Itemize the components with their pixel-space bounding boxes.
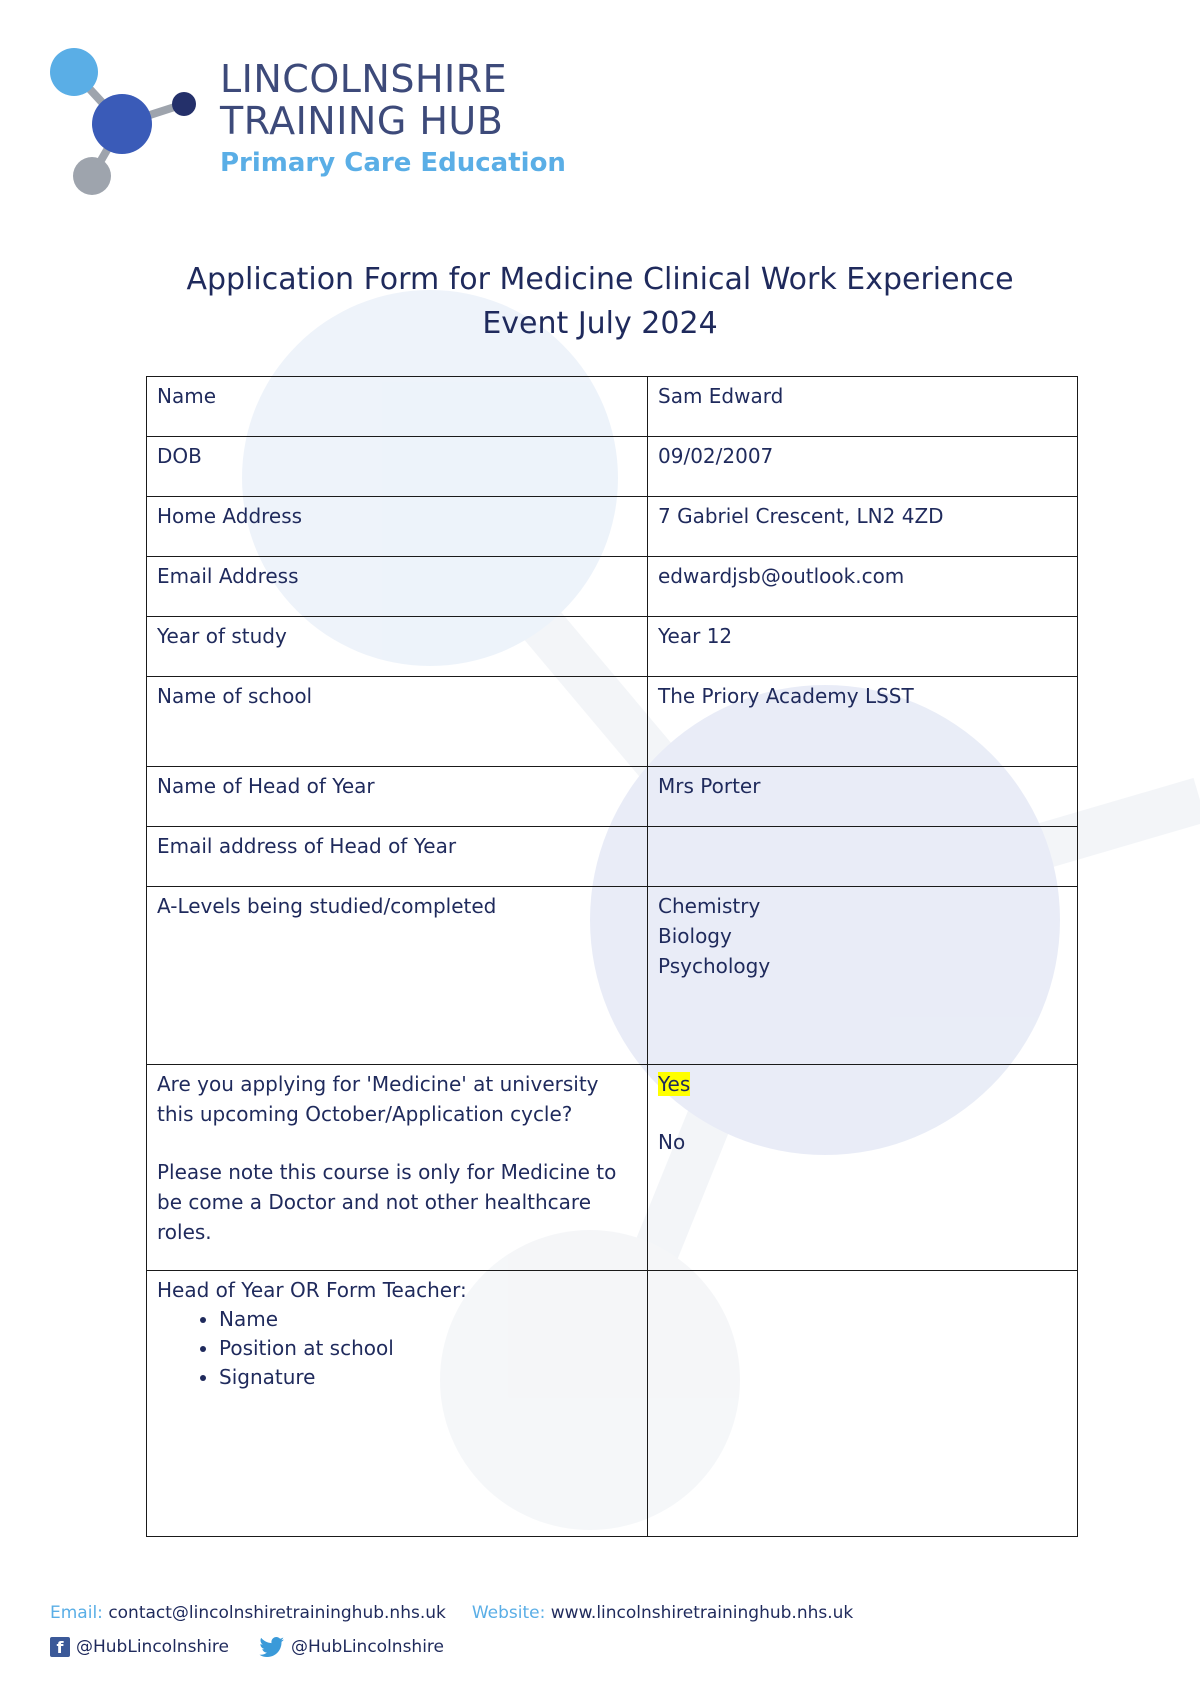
twitter-handle[interactable]: @HubLincolnshire <box>291 1637 444 1657</box>
field-label-alevels: A-Levels being studied/completed <box>147 887 648 1065</box>
logo-tagline: Primary Care Education <box>220 148 566 178</box>
list-item: • Name <box>219 1305 637 1334</box>
medicine-question-text: Are you applying for 'Medicine' at university this upcoming October/Application cycle? <box>157 1072 599 1126</box>
title-line-2: Event July 2024 <box>482 306 718 341</box>
table-row <box>147 377 1078 437</box>
table-row <box>147 557 1078 617</box>
list-item: • Signature <box>219 1363 637 1392</box>
alevel-item: Psychology <box>658 954 771 978</box>
field-label-year-of-study: Year of study <box>147 617 648 677</box>
field-value-year-of-study[interactable]: Year 12 <box>648 617 1078 677</box>
logo-line-2: TRAINING HUB <box>220 99 504 143</box>
teacher-details-list <box>157 1305 637 1392</box>
email-label: Email: <box>50 1603 103 1623</box>
website-label: Website: <box>471 1603 546 1623</box>
medicine-note-text: Please note this course is only for Medicine to be come a Doctor and not other healthcare roles. <box>157 1160 617 1244</box>
answer-no[interactable]: No <box>658 1130 686 1154</box>
table-row <box>147 677 1078 767</box>
field-label-teacher <box>147 1271 648 1537</box>
list-item: • Position at school <box>219 1334 637 1363</box>
spacer <box>658 1099 1067 1127</box>
facebook-handle[interactable]: @HubLincolnshire <box>76 1637 229 1657</box>
field-label-dob: DOB <box>147 437 648 497</box>
table-row <box>147 437 1078 497</box>
field-value-head-of-year-email[interactable] <box>648 827 1078 887</box>
footer <box>50 1596 853 1664</box>
table-row <box>147 617 1078 677</box>
field-value-home-address[interactable]: 7 Gabriel Crescent, LN2 4ZD <box>648 497 1078 557</box>
teacher-label: Head of Year OR Form Teacher: <box>157 1278 467 1302</box>
field-value-medicine-answer[interactable] <box>648 1065 1078 1271</box>
field-value-teacher[interactable] <box>648 1271 1078 1537</box>
email-link[interactable]: contact@lincolnshiretraininghub.nhs.uk <box>108 1603 446 1623</box>
field-value-alevels[interactable] <box>648 887 1078 1065</box>
table-row <box>147 767 1078 827</box>
logo-wordmark <box>220 58 566 178</box>
field-value-school[interactable]: The Priory Academy LSST <box>648 677 1078 767</box>
field-label-home-address: Home Address <box>147 497 648 557</box>
website-link[interactable]: www.lincolnshiretraininghub.nhs.uk <box>550 1603 854 1623</box>
field-value-head-of-year[interactable]: Mrs Porter <box>648 767 1078 827</box>
field-value-email[interactable]: edwardjsb@outlook.com <box>648 557 1078 617</box>
twitter-icon <box>259 1637 285 1657</box>
answer-yes-selected[interactable]: Yes <box>658 1072 691 1096</box>
field-value-dob[interactable]: 09/02/2007 <box>648 437 1078 497</box>
application-form-table <box>146 376 1078 1537</box>
field-label-head-of-year: Name of Head of Year <box>147 767 648 827</box>
field-label-head-of-year-email: Email address of Head of Year <box>147 827 648 887</box>
field-label-medicine-question <box>147 1065 648 1271</box>
footer-social-row <box>50 1630 853 1664</box>
table-row <box>147 1271 1078 1537</box>
field-label-school: Name of school <box>147 677 648 767</box>
table-row <box>147 887 1078 1065</box>
table-row <box>147 1065 1078 1271</box>
title-line-1: Application Form for Medicine Clinical Work Experience <box>186 262 1014 297</box>
alevel-item: Chemistry <box>658 894 761 918</box>
alevel-item: Biology <box>658 924 732 948</box>
spacer <box>157 1129 637 1157</box>
footer-contact-row <box>50 1596 853 1630</box>
logo-line-1: LINCOLNSHIRE <box>220 57 508 101</box>
field-label-name: Name <box>147 377 648 437</box>
field-value-name[interactable]: Sam Edward <box>648 377 1078 437</box>
table-row <box>147 827 1078 887</box>
table-row <box>147 497 1078 557</box>
field-label-email: Email Address <box>147 557 648 617</box>
facebook-icon: f <box>50 1637 70 1657</box>
page-title <box>0 258 1200 346</box>
